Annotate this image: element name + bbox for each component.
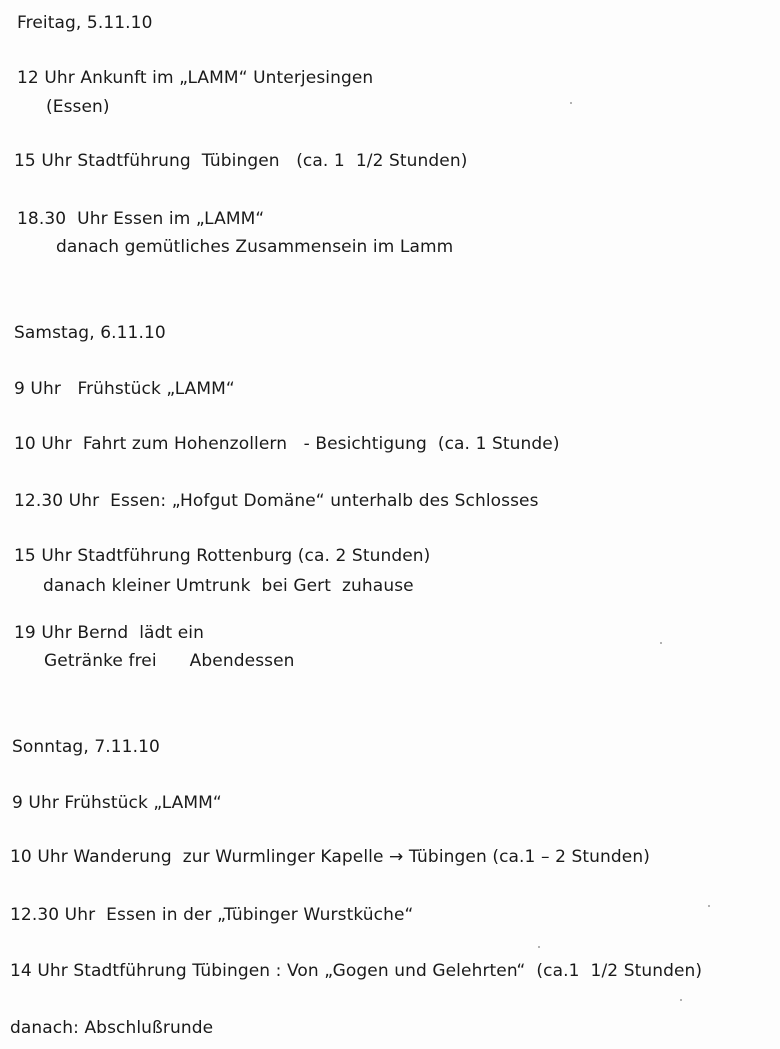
scan-speck [570, 102, 572, 104]
schedule-entry-text: 15 Uhr Stadtführung Tübingen (ca. 1 1/2 Stunden) [14, 151, 468, 171]
schedule-entry-text: danach gemütliches Zusammensein im Lamm [56, 237, 454, 257]
schedule-entry-text: 18.30 Uhr Essen im „LAMM“ [17, 209, 265, 229]
scan-speck [708, 905, 710, 907]
schedule-entry-text: 14 Uhr Stadtführung Tübingen : Von „Gogen und Gelehrten“ (ca.1 1/2 Stunden) [10, 961, 703, 981]
schedule-entry-text: 9 Uhr Frühstück „LAMM“ [14, 379, 235, 399]
scan-speck [660, 642, 662, 644]
schedule-entry-text: danach: Abschlußrunde [10, 1018, 214, 1038]
scan-speck [680, 999, 682, 1001]
schedule-entry-text: 12.30 Uhr Essen: „Hofgut Domäne“ unterhalb des Schlosses [14, 491, 539, 511]
schedule-entry-text: 9 Uhr Frühstück „LAMM“ [12, 793, 222, 813]
day-heading-friday: Freitag, 5.11.10 [17, 13, 153, 33]
schedule-entry-text: 15 Uhr Stadtführung Rottenburg (ca. 2 Stunden) [14, 546, 431, 566]
schedule-entry-text: 12.30 Uhr Essen in der „Tübinger Wurstküche“ [10, 905, 414, 925]
schedule-entry-text: danach kleiner Umtrunk bei Gert zuhause [43, 576, 414, 596]
schedule-entry-text: Getränke frei Abendessen [44, 651, 295, 671]
schedule-entry-text: 12 Uhr Ankunft im „LAMM“ Unterjesingen [17, 68, 374, 88]
scan-speck [538, 946, 540, 948]
schedule-entry-text: 10 Uhr Wanderung zur Wurmlinger Kapelle → Tübingen (ca.1 – 2 Stunden) [10, 847, 650, 867]
day-heading-saturday: Samstag, 6.11.10 [14, 323, 166, 343]
schedule-entry-text: (Essen) [46, 97, 110, 117]
day-heading-sunday: Sonntag, 7.11.10 [12, 737, 160, 757]
schedule-entry-text: 19 Uhr Bernd lädt ein [14, 623, 204, 643]
schedule-entry-text: 10 Uhr Fahrt zum Hohenzollern - Besichtigung (ca. 1 Stunde) [14, 434, 560, 454]
